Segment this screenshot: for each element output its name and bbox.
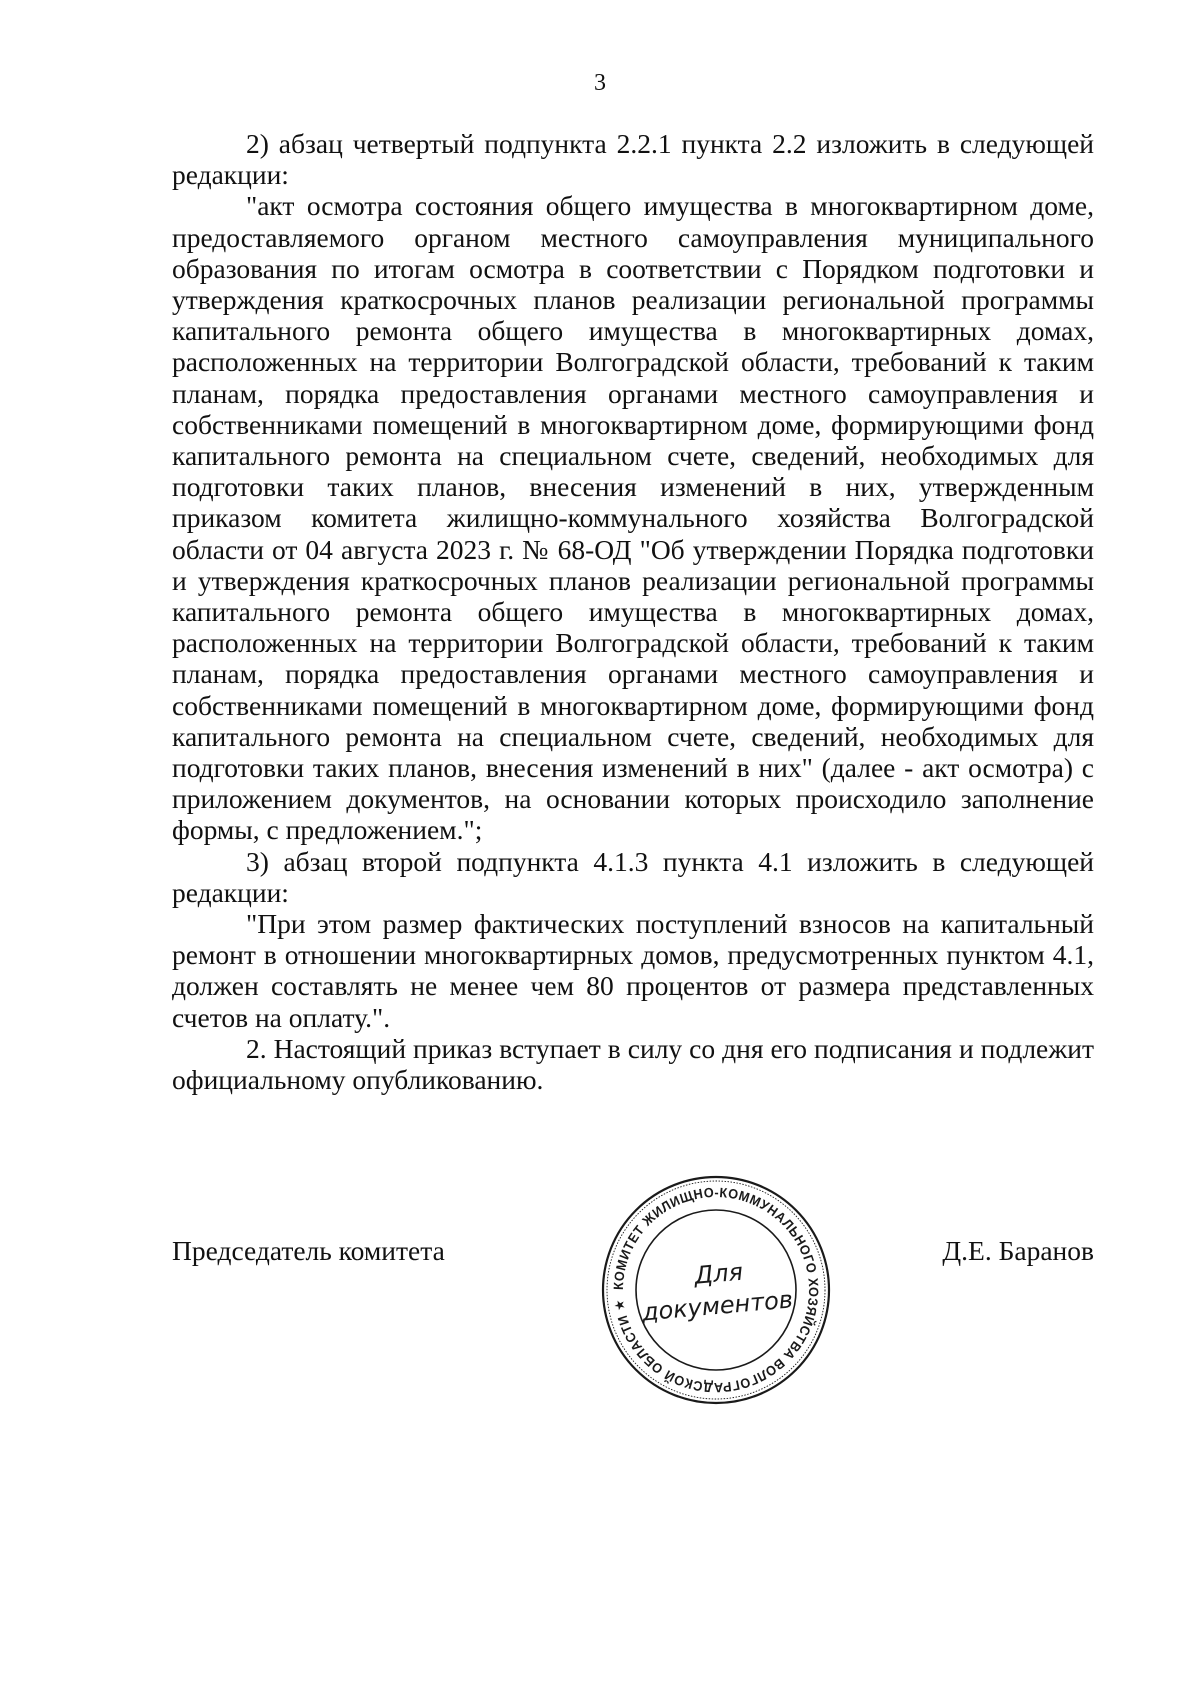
- seal-graphic: [596, 1170, 836, 1410]
- paragraph-amendment-2: 2) абзац четвертый подпункта 2.2.1 пункта 2.2 изложить в следующей редакции:: [172, 128, 1094, 191]
- paragraph-quoted-act: "акт осмотра состояния общего имущества в многоквартирном доме, предоставляемого органом местного самоуправления муниципального образования по итогам осмотра в соответствии с Порядком подготовки и утверждения краткосрочных планов реализации региональной программы капитального ремонта общего имущества в многоквартирных домах, расположенных на территории Волгоградской области, требований к таким планам, порядка предоставления органами местного самоуправления и собственниками помещений в многоквартирном доме, формирующими фонд капитального ремонта на специальном счете, сведений, необходимых для подготовки таких планов, внесения изменений в них, утвержденным приказом комитета жилищно-коммунального хозяйства Волгоградской области от 04 августа 2023 г. № 68-ОД "Об утверждении Порядка подготовки и утверждения краткосрочных планов реализации региональной программы капитального ремонта общего имущества в многоквартирных домах, расположенных на территории Волгоградской области, требований к таким планам, порядка предоставления органами местного самоуправления и собственниками помещений в многоквартирном доме, формирующими фонд капитального ремонта на специальном счете, сведений, необходимых для подготовки таких планов, внесения изменений в них" (далее - акт осмотра) с приложением документов, на основании которых происходило заполнение формы, с предложением.";: [172, 190, 1094, 846]
- seal-center-line-1: Для: [693, 1257, 744, 1290]
- seal-outer-ring: [603, 1177, 829, 1403]
- seal-ring-text: КОМИТЕТ ЖИЛИЩНО-КОММУНАЛЬНОГО ХОЗЯЙСТВА ВОЛГОГРАДСКОЙ ОБЛАСТИ ★: [610, 1184, 822, 1396]
- paragraph-quoted-payments: "При этом размер фактических поступлений взносов на капитальный ремонт в отношении многоквартирных домов, предусмотренных пунктом 4.1, должен составлять не менее чем 80 процентов от размера представленных счетов на оплату.".: [172, 908, 1094, 1033]
- seal-center-line-2: документов: [640, 1285, 795, 1327]
- paragraph-amendment-3: 3) абзац второй подпункта 4.1.3 пункта 4.1 изложить в следующей редакции:: [172, 845, 1094, 908]
- document-body: [172, 128, 1094, 1095]
- seal-serrated-ring: [607, 1181, 825, 1399]
- official-seal: [596, 1170, 836, 1410]
- page-number: 3: [594, 70, 606, 96]
- paragraph-effective-date: 2. Настоящий приказ вступает в силу со дня его подписания и подлежит официальному опубликованию.: [172, 1032, 1094, 1096]
- signer-name: Д.Е. Баранов: [942, 1235, 1094, 1266]
- signer-position: Председатель комитета: [172, 1235, 445, 1266]
